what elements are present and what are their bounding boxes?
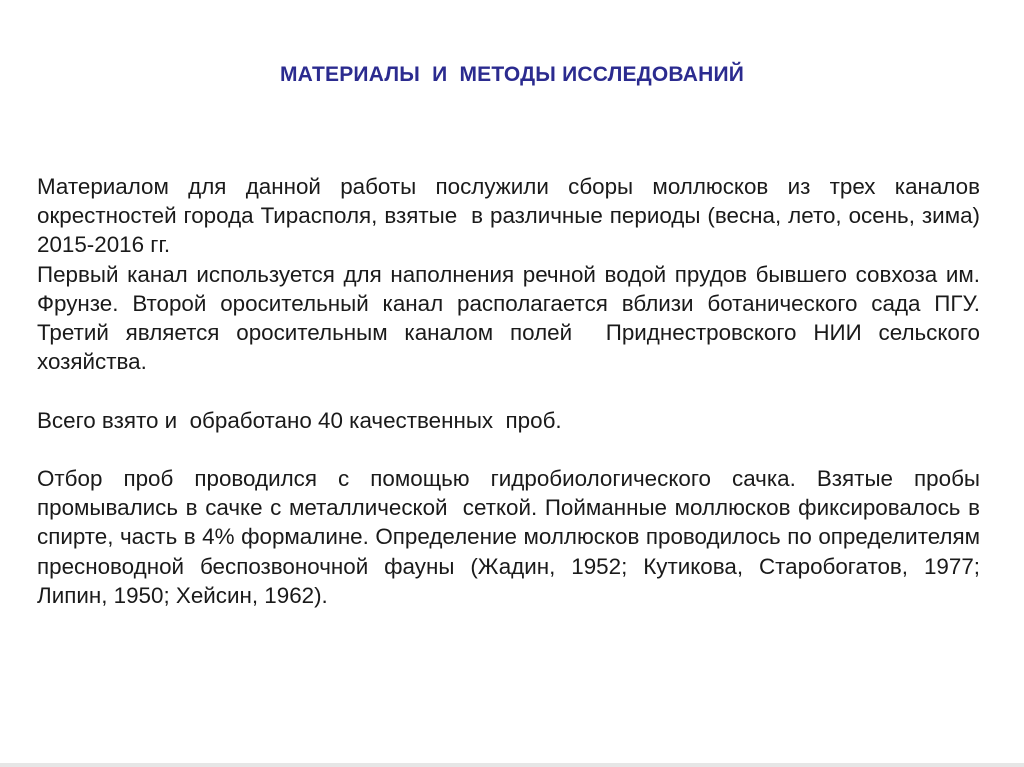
paragraph-spacer	[37, 435, 980, 464]
slide-body	[37, 172, 987, 610]
paragraph-spacer	[37, 376, 980, 405]
paragraph-canals: Первый канал используется для наполнения речной водой прудов бывшего совхоза им. Фрунзе. Второй оросительный канал располагается вблизи ботанического сада ПГУ. Третий является оросительным каналом полей Приднестровского НИИ сельского хозяйства.	[37, 261, 987, 375]
paragraph-methods: Отбор проб проводился с помощью гидробиологического сачка. Взятые пробы промывались в сачке с металлической сеткой. Пойманные моллюсков фиксировалось в спирте, часть в 4% формалине. Определение моллюсков проводилось по определителям пресноводной беспозвоночной фауны (Жадин, 1952; Кутикова, Старобогатов, 1977; Липин, 1950; Хейсин, 1962).	[37, 466, 987, 608]
bottom-border	[0, 763, 1024, 767]
paragraph-materials: Материалом для данной работы послужили сборы моллюсков из трех каналов окрестностей города Тирасполя, взятые в различные периоды (весна, лето, осень, зима) 2015-2016 гг.	[37, 174, 987, 258]
slide-title: МАТЕРИАЛЫ И МЕТОДЫ ИССЛЕДОВАНИЙ	[279, 63, 745, 86]
paragraph-samples-count: Всего взято и обработано 40 качественных проб.	[37, 407, 562, 433]
